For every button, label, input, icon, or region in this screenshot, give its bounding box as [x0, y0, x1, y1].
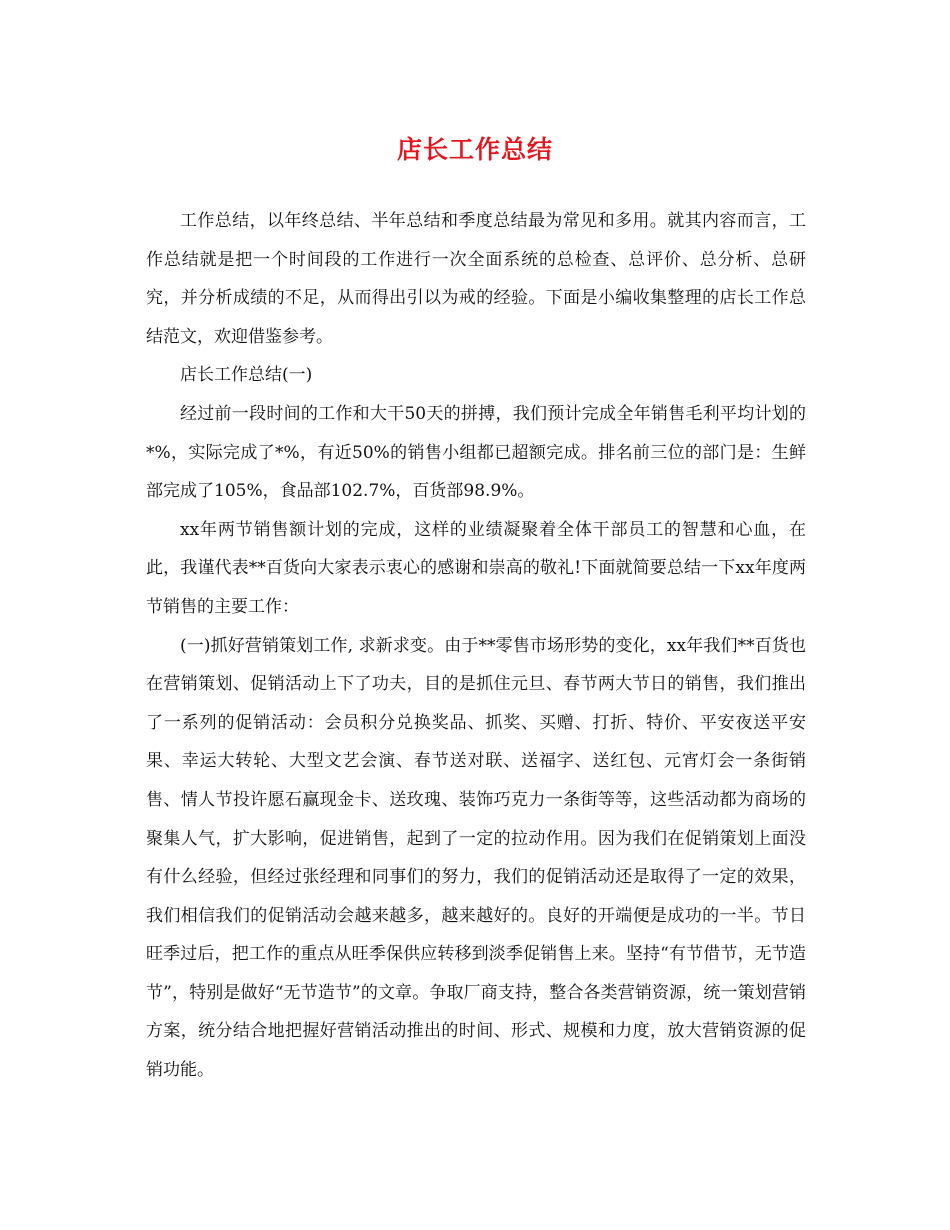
marketing-paragraph: (一)抓好营销策划工作, 求新求变。由于**零售市场形势的变化，xx年我们**百货也在营销策划、促销活动上下了功夫，目的是抓住元旦、春节两大节日的销售，我们推出了一系列的促销活动：会员积分兑换奖品、抓奖、买赠、打折、特价、平安夜送平安果、幸运大转轮、大型文艺会演、春节送对联、送福字、送红包、元宵灯会一条街销售、情人节投许愿石赢现金卡、送玫瑰、装饰巧克力一条街等等，这些活动都为商场的聚集人气，扩大影响，促进销售，起到了一定的拉动作用。因为我们在促销策划上面没有什么经验，但经过张经理和同事们的努力，我们的促销活动还是取得了一定的效果，我们相信我们的促销活动会越来越多，越来越好的。良好的开端便是成功的一半。节日旺季过后，把工作的重点从旺季保供应转移到淡季促销售上来。坚持“有节借节，无节造节”，特别是做好“无节造节”的文章。争取厂商支持，整合各类营销资源，统一策划营销方案，统分结合地把握好营销活动推出的时间、形式、规模和力度，放大营销资源的促销功能。: [146, 635, 806, 1081]
results-paragraph: 经过前一段时间的工作和大干50天的拼搏，我们预计完成全年销售毛利平均计划的*%，实际完成了*%，有近50%的销售小组都已超额完成。排名前三位的部门是：生鲜部完成了105%，食品部102.7%，百货部98.9%。: [146, 403, 806, 502]
document-title: 店长工作总结: [396, 135, 553, 164]
section-heading: 店长工作总结(一): [180, 365, 313, 386]
intro-paragraph: 工作总结，以年终总结、半年总结和季度总结最为常见和多用。就其内容而言，工作总结就是把一个时间段的工作进行一次全面系统的总检查、总评价、总分析、总研究，并分析成绩的不足，从而得出引以为戒的经验。下面是小编收集整理的店长工作总结范文，欢迎借鉴参考。: [146, 211, 806, 347]
thanks-paragraph: xx年两节销售额计划的完成，这样的业绩凝聚着全体干部员工的智慧和心血，在此，我谨代表**百货向大家表示衷心的感谢和崇高的敬礼!下面就简要总结一下xx年度两节销售的主要工作：: [146, 519, 806, 617]
document-body: [146, 202, 806, 1090]
